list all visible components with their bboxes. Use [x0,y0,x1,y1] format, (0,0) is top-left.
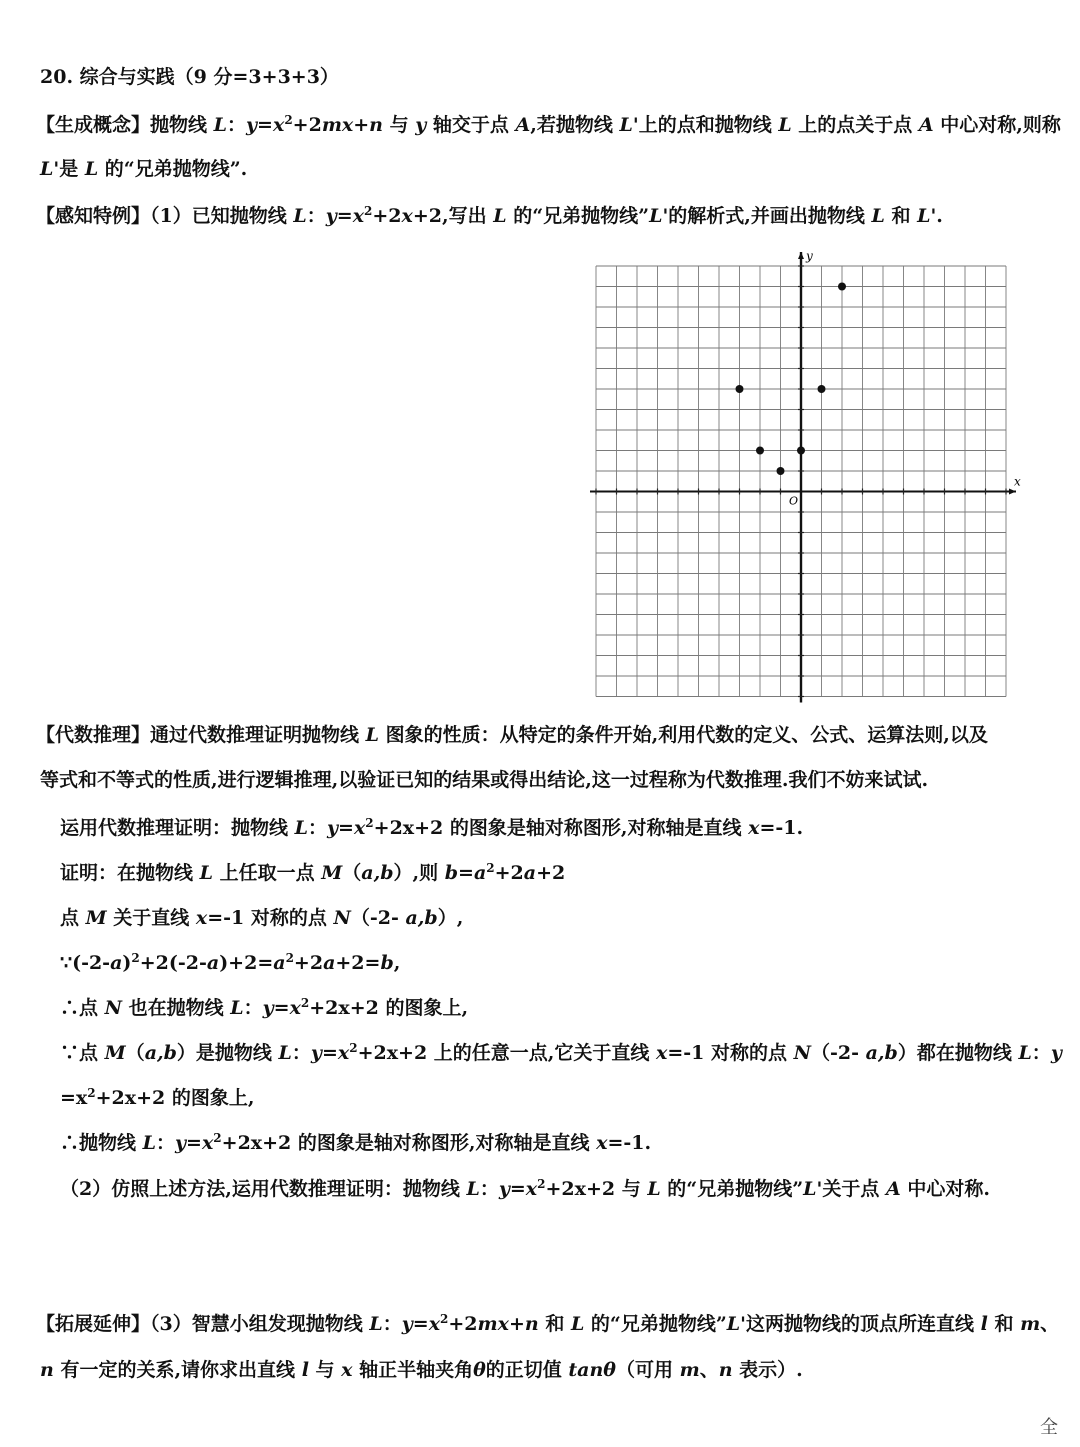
reason-tag: 【代数推理】 [36,724,151,746]
perceive-tag: 【感知特例】 [36,205,151,227]
extend-tag: 【拓展延伸】 [36,1313,151,1335]
problem-title: 20. 综合与实践（9 分=3+3+3） [40,66,339,88]
data-point [818,385,826,393]
proof-line-1: 证明：在抛物线 L 上任取一点 M（a,b）,则 $b=a^2+2a+2$ [60,861,566,884]
coordinate-grid [588,248,1020,704]
plotted-points [736,283,847,476]
reason-line-1: 【代数推理】通过代数推理证明抛物线 L 图象的性质：从特定的条件开始,利用代数的定义、公式、运算法则,以及 [36,724,988,746]
y-axis-label: y [806,249,813,263]
concept-tag: 【生成概念】 [36,114,151,136]
data-point [756,447,764,455]
data-point [797,447,805,455]
x-axis-label: x [1014,474,1021,489]
corner-mark: 全 [1040,1417,1058,1438]
origin-label: O [789,494,799,508]
y-axis-arrow [798,252,804,259]
proof-statement: 运用代数推理证明：抛物线 L：$y=x^2+2x+2$ 的图象是轴对称图形,对称轴是直线 x=-1. [60,816,804,839]
proof-line-6: $=x^2+2x+2$ 的图象上, [60,1086,255,1109]
proof-line-4: ∴点 N 也在抛物线 L：$y=x^2+2x+2$ 的图象上, [60,996,469,1019]
extend-line-1: 【拓展延伸】（3）智慧小组发现抛物线 L：$y=x^2+2mx+n$ 和 L 的“兄弟抛物线”L'这两抛物线的顶点所连直线 l 和 m、 [36,1312,1060,1335]
proof-line-2: 点 M 关于直线 x=-1 对称的点 N（-2- a,b）, [60,907,464,929]
perceive-line: 【感知特例】（1）已知抛物线 L：$y=x^2+2x+2$,写出 L 的“兄弟抛物线”L'的解析式,并画出抛物线 L 和 L'. [36,204,943,227]
question-2: （2）仿照上述方法,运用代数推理证明：抛物线 L：$y=x^2+2x+2$ 与 L 的“兄弟抛物线”L'关于点 A 中心对称. [60,1177,990,1200]
proof-line-3: $\because(-2-a)^2+2(-2-a)+2=a^2+2a+2=b$, [60,951,401,974]
proof-line-5: ∵点 M（a,b）是抛物线 L：$y=x^2+2x+2$ 上的任意一点,它关于直线 x=-1 对称的点 N（-2- a,b）都在抛物线 L：y [60,1041,1062,1064]
data-point [736,385,744,393]
proof-conclusion: ∴抛物线 L：$y=x^2+2x+2$ 的图象是轴对称图形,对称轴是直线 x=-1. [60,1131,652,1154]
extend-line-2: n 有一定的关系,请你求出直线 l 与 x 轴正半轴夹角θ的正切值 tanθ（可用 m、n 表示）. [40,1359,803,1381]
reason-line-2: 等式和不等式的性质,进行逻辑推理,以验证已知的结果或得出结论,这一过程称为代数推理.我们不妨来试试. [40,769,929,791]
x-axis-arrow [1009,489,1016,495]
concept-line-2: L'是 L 的“兄弟抛物线”. [40,158,248,180]
data-point [777,467,785,475]
concept-line-1: 【生成概念】抛物线 L：$y=x^2+2mx+n$ 与 y 轴交于点 A,若抛物线 L'上的点和抛物线 L 上的点关于点 A 中心对称,则称 [36,113,1061,136]
data-point [838,283,846,291]
